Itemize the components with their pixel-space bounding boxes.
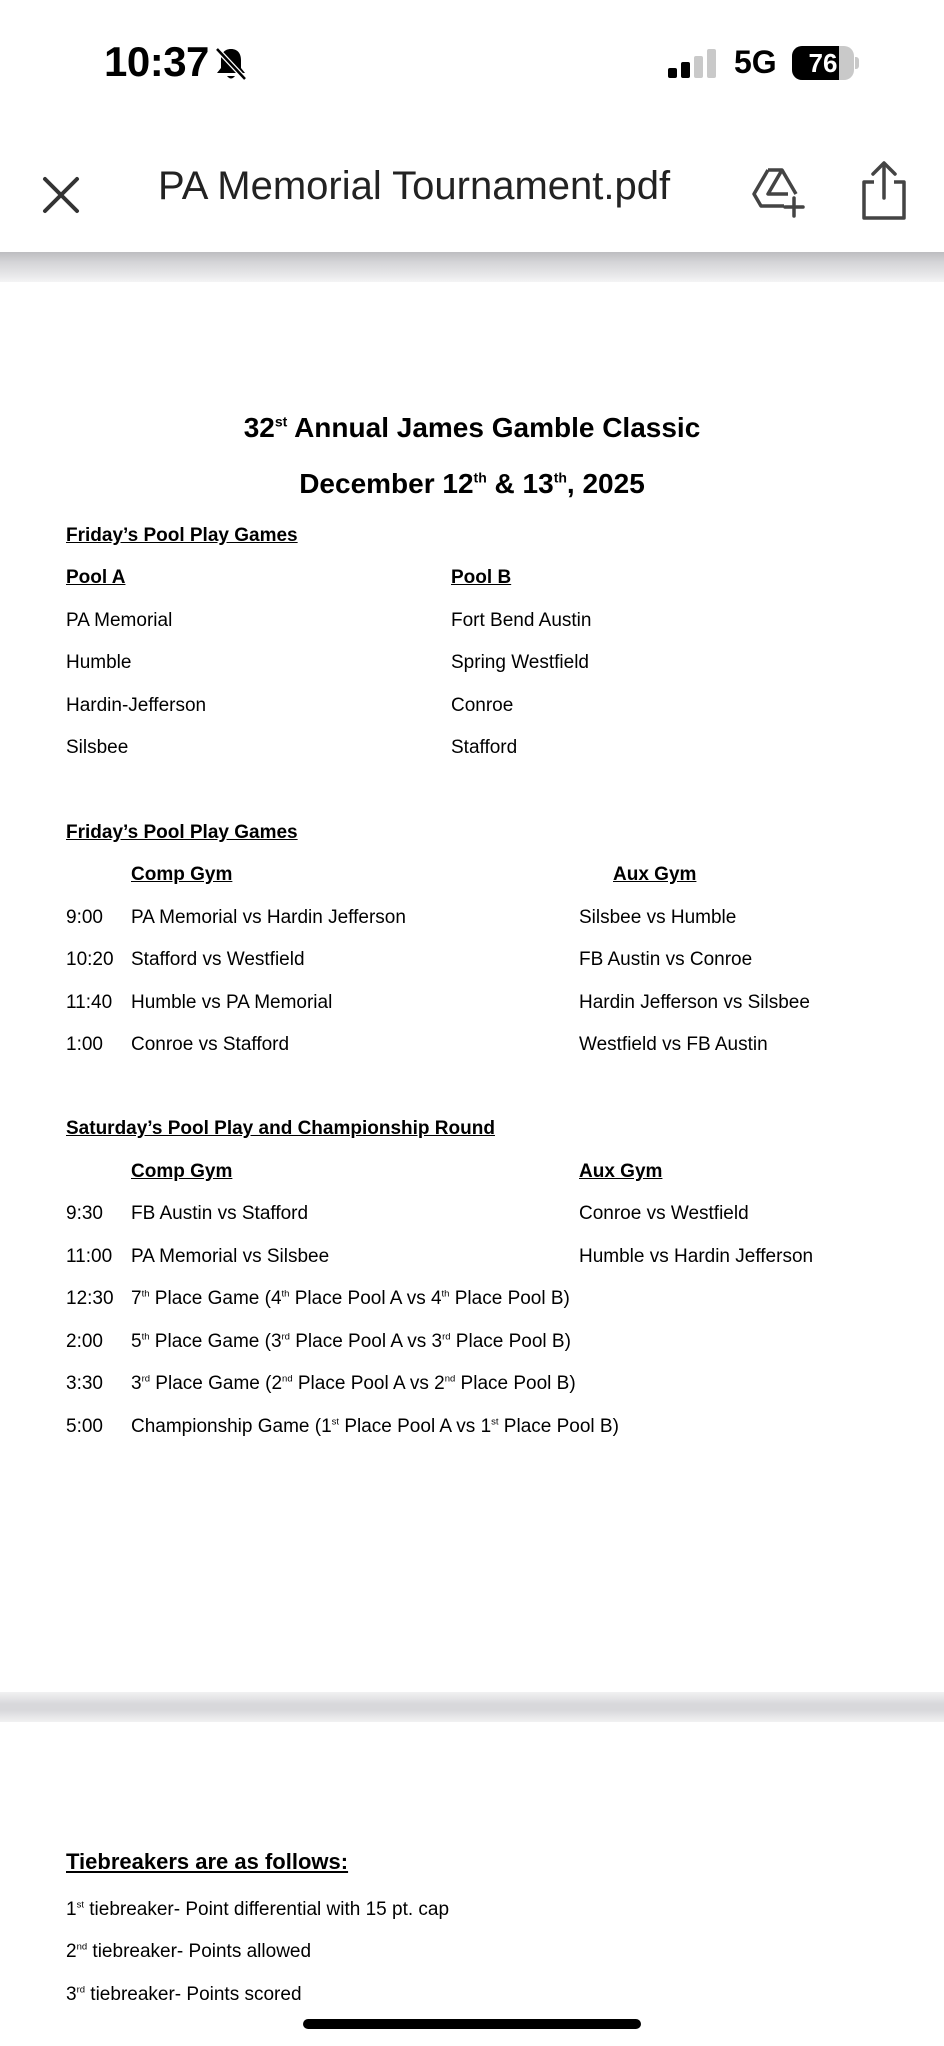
game-time: 5:00: [66, 1416, 103, 1437]
section-heading-pools: Friday’s Pool Play Games: [66, 525, 298, 546]
comp-gym-game: FB Austin vs Stafford: [131, 1203, 309, 1224]
pool-a-team: PA Memorial: [66, 610, 173, 631]
document-title: PA Memorial Tournament.pdf: [158, 164, 671, 208]
document-heading: 32st Annual James Gamble Classic: [243, 412, 701, 443]
placement-game: 5th Place Game (3rd Place Pool A vs 3rd Place Pool B): [131, 1331, 571, 1352]
comp-gym-game: Conroe vs Stafford: [131, 1034, 290, 1055]
game-time: 11:40: [66, 992, 113, 1013]
comp-gym-game: PA Memorial vs Hardin Jefferson: [131, 907, 406, 928]
game-time: 11:00: [66, 1246, 113, 1267]
comp-gym-header: Comp Gym: [131, 1161, 233, 1182]
game-time: 2:00: [66, 1331, 103, 1352]
section-heading-saturday: Saturday’s Pool Play and Championship Round: [66, 1118, 495, 1139]
comp-gym-header: Comp Gym: [131, 864, 233, 885]
section-heading-friday: Friday’s Pool Play Games: [66, 822, 298, 843]
aux-gym-game: Silsbee vs Humble: [579, 907, 737, 928]
aux-gym-game: Humble vs Hardin Jefferson: [579, 1246, 814, 1267]
championship-game: Championship Game (1st Place Pool A vs 1st Place Pool B): [131, 1416, 619, 1437]
aux-gym-header: Aux Gym: [613, 864, 697, 885]
network-type: 5G: [734, 44, 777, 80]
pool-a-team: Hardin-Jefferson: [66, 695, 207, 716]
tiebreakers-heading: Tiebreakers are as follows:: [66, 1849, 349, 1874]
game-time: 9:30: [66, 1203, 103, 1224]
game-time: 12:30: [66, 1288, 114, 1309]
pool-b-team: Spring Westfield: [451, 652, 589, 673]
game-time: 9:00: [66, 907, 103, 928]
pool-a-team: Humble: [66, 652, 132, 673]
tiebreaker-item: 2nd tiebreaker- Points allowed: [66, 1941, 312, 1962]
home-indicator[interactable]: [303, 2019, 641, 2029]
comp-gym-game: PA Memorial vs Silsbee: [131, 1246, 330, 1267]
aux-gym-game: Hardin Jefferson vs Silsbee: [579, 992, 810, 1013]
pool-a-label: Pool A: [66, 567, 126, 588]
pool-b-team: Stafford: [451, 737, 518, 758]
page-separator: [0, 1692, 944, 1722]
pool-b-team: Fort Bend Austin: [451, 610, 592, 631]
game-time: 3:30: [66, 1373, 103, 1394]
aux-gym-game: Conroe vs Westfield: [579, 1203, 749, 1224]
pool-b-team: Conroe: [451, 695, 514, 716]
pdf-page-2: [0, 1722, 944, 2046]
placement-game: 3rd Place Game (2nd Place Pool A vs 2nd Place Pool B): [131, 1373, 576, 1394]
document-dates: December 12th & 13th, 2025: [299, 468, 645, 499]
game-time: 10:20: [66, 949, 114, 970]
comp-gym-game: Stafford vs Westfield: [131, 949, 305, 970]
pool-b-label: Pool B: [451, 567, 512, 588]
game-time: 1:00: [66, 1034, 103, 1055]
tiebreaker-item: 1st tiebreaker- Point differential with 15 pt. cap: [66, 1899, 450, 1920]
pool-a-team: Silsbee: [66, 737, 129, 758]
aux-gym-game: FB Austin vs Conroe: [579, 949, 753, 970]
battery-percent: 76: [808, 48, 838, 78]
aux-gym-game: Westfield vs FB Austin: [579, 1034, 768, 1055]
placement-game: 7th Place Game (4th Place Pool A vs 4th Place Pool B): [131, 1288, 570, 1309]
tiebreaker-item: 3rd tiebreaker- Points scored: [66, 1984, 302, 2005]
status-time: 10:37: [104, 38, 209, 85]
aux-gym-header: Aux Gym: [579, 1161, 663, 1182]
comp-gym-game: Humble vs PA Memorial: [131, 992, 333, 1013]
